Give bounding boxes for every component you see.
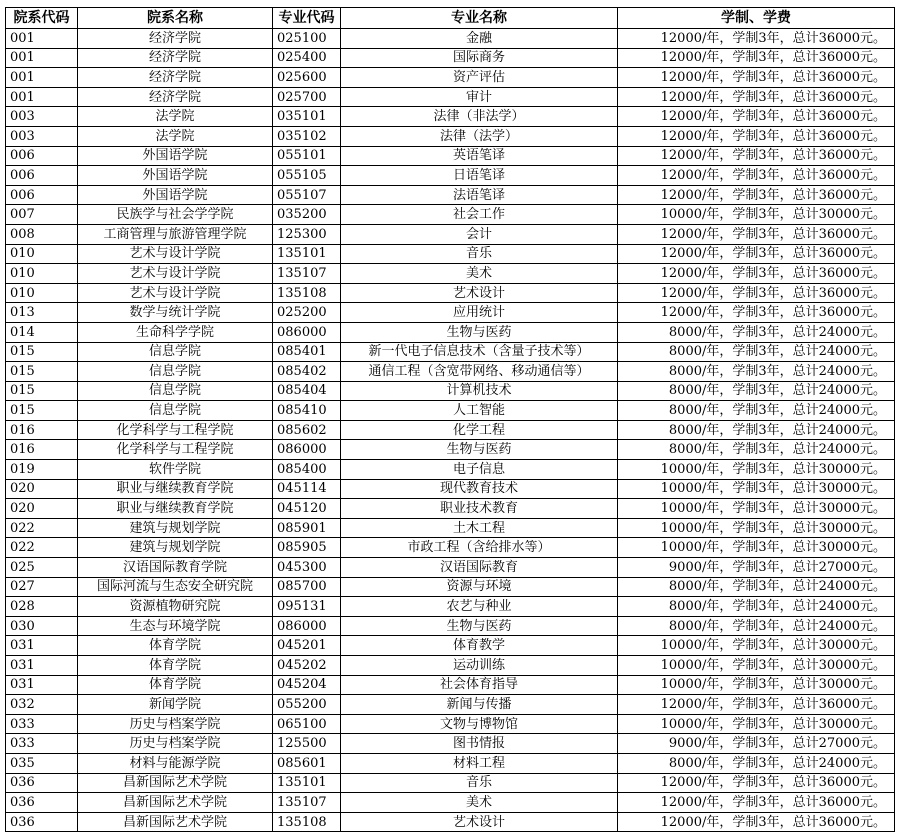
cell-major-name: 材料工程: [341, 753, 618, 773]
table-row: [6, 656, 895, 676]
cell-major-name: 生物与医药: [341, 440, 618, 460]
cell-major-code: 025100: [273, 29, 341, 49]
cell-major-name: 电子信息: [341, 460, 618, 480]
cell-major-name: 审计: [341, 87, 618, 107]
table-row: [6, 479, 895, 499]
table-row: [6, 714, 895, 734]
cell-major-name: 艺术设计: [341, 283, 618, 303]
cell-duration-fee: 12000/年，学制3年，总计36000元。: [618, 303, 895, 323]
cell-dept-code: 033: [6, 734, 78, 754]
cell-dept-name: 信息学院: [78, 342, 273, 362]
table-header: [6, 8, 895, 29]
cell-major-code: 135101: [273, 244, 341, 264]
cell-duration-fee: 8000/年，学制3年，总计24000元。: [618, 616, 895, 636]
cell-major-name: 国际商务: [341, 48, 618, 68]
cell-duration-fee: 12000/年，学制3年，总计36000元。: [618, 185, 895, 205]
cell-dept-code: 036: [6, 773, 78, 793]
cell-major-name: 资产评估: [341, 68, 618, 88]
cell-dept-name: 外国语学院: [78, 166, 273, 186]
cell-major-name: 会计: [341, 224, 618, 244]
cell-dept-name: 历史与档案学院: [78, 714, 273, 734]
table-row: [6, 695, 895, 715]
table-row: [6, 303, 895, 323]
cell-duration-fee: 10000/年，学制3年，总计30000元。: [618, 656, 895, 676]
cell-major-code: 025600: [273, 68, 341, 88]
cell-duration-fee: 10000/年，学制3年，总计30000元。: [618, 479, 895, 499]
fee-table-container: [5, 7, 894, 832]
cell-dept-name: 建筑与规划学院: [78, 518, 273, 538]
table-row: [6, 558, 895, 578]
cell-dept-name: 信息学院: [78, 401, 273, 421]
cell-major-name: 法律（非法学）: [341, 107, 618, 127]
cell-dept-code: 015: [6, 342, 78, 362]
cell-major-name: 应用统计: [341, 303, 618, 323]
cell-duration-fee: 9000/年，学制3年，总计27000元。: [618, 558, 895, 578]
cell-dept-name: 数学与统计学院: [78, 303, 273, 323]
cell-major-name: 社会工作: [341, 205, 618, 225]
table-row: [6, 675, 895, 695]
table-row: [6, 185, 895, 205]
cell-duration-fee: 8000/年，学制3年，总计24000元。: [618, 401, 895, 421]
cell-dept-code: 006: [6, 166, 78, 186]
table-row: [6, 499, 895, 519]
cell-major-name: 图书情报: [341, 734, 618, 754]
cell-major-code: 086000: [273, 616, 341, 636]
cell-duration-fee: 12000/年，学制3年，总计36000元。: [618, 29, 895, 49]
cell-dept-code: 015: [6, 362, 78, 382]
cell-dept-code: 007: [6, 205, 78, 225]
cell-dept-code: 031: [6, 636, 78, 656]
cell-dept-code: 027: [6, 577, 78, 597]
cell-duration-fee: 10000/年，学制3年，总计30000元。: [618, 714, 895, 734]
cell-dept-code: 016: [6, 420, 78, 440]
table-row: [6, 205, 895, 225]
table-row: [6, 773, 895, 793]
cell-dept-code: 025: [6, 558, 78, 578]
cell-dept-name: 材料与能源学院: [78, 753, 273, 773]
cell-major-name: 资源与环境: [341, 577, 618, 597]
cell-major-code: 055101: [273, 146, 341, 166]
cell-dept-name: 经济学院: [78, 48, 273, 68]
cell-dept-name: 建筑与规划学院: [78, 538, 273, 558]
cell-major-name: 体育教学: [341, 636, 618, 656]
cell-major-code: 085905: [273, 538, 341, 558]
table-row: [6, 68, 895, 88]
cell-dept-name: 体育学院: [78, 675, 273, 695]
cell-major-name: 土木工程: [341, 518, 618, 538]
cell-major-name: 新闻与传播: [341, 695, 618, 715]
cell-major-code: 135107: [273, 264, 341, 284]
cell-major-code: 135101: [273, 773, 341, 793]
cell-major-code: 025700: [273, 87, 341, 107]
cell-duration-fee: 8000/年，学制3年，总计24000元。: [618, 597, 895, 617]
cell-dept-name: 生态与环境学院: [78, 616, 273, 636]
cell-dept-name: 新闻学院: [78, 695, 273, 715]
header-major-name: 专业名称: [341, 8, 618, 29]
cell-dept-name: 艺术与设计学院: [78, 264, 273, 284]
cell-major-code: 125500: [273, 734, 341, 754]
cell-major-code: 085901: [273, 518, 341, 538]
cell-major-name: 农艺与种业: [341, 597, 618, 617]
table-row: [6, 753, 895, 773]
cell-major-code: 055107: [273, 185, 341, 205]
table-row: [6, 342, 895, 362]
table-row: [6, 734, 895, 754]
cell-dept-code: 016: [6, 440, 78, 460]
cell-duration-fee: 12000/年，学制3年，总计36000元。: [618, 87, 895, 107]
cell-major-code: 085602: [273, 420, 341, 440]
cell-duration-fee: 8000/年，学制3年，总计24000元。: [618, 577, 895, 597]
cell-major-code: 125300: [273, 224, 341, 244]
cell-duration-fee: 8000/年，学制3年，总计24000元。: [618, 381, 895, 401]
cell-dept-name: 职业与继续教育学院: [78, 479, 273, 499]
table-row: [6, 812, 895, 832]
table-row: [6, 166, 895, 186]
tuition-fee-table: [5, 7, 895, 832]
cell-duration-fee: 12000/年，学制3年，总计36000元。: [618, 773, 895, 793]
cell-major-code: 035200: [273, 205, 341, 225]
cell-dept-name: 信息学院: [78, 362, 273, 382]
cell-dept-code: 003: [6, 107, 78, 127]
cell-dept-name: 信息学院: [78, 381, 273, 401]
cell-major-code: 065100: [273, 714, 341, 734]
cell-major-name: 通信工程（含宽带网络、移动通信等）: [341, 362, 618, 382]
cell-dept-code: 022: [6, 538, 78, 558]
cell-dept-name: 法学院: [78, 126, 273, 146]
cell-dept-name: 昌新国际艺术学院: [78, 793, 273, 813]
table-row: [6, 616, 895, 636]
cell-dept-code: 010: [6, 283, 78, 303]
cell-dept-code: 001: [6, 87, 78, 107]
cell-major-code: 086000: [273, 440, 341, 460]
cell-major-name: 市政工程（含给排水等）: [341, 538, 618, 558]
table-row: [6, 29, 895, 49]
table-row: [6, 322, 895, 342]
table-row: [6, 87, 895, 107]
cell-dept-name: 历史与档案学院: [78, 734, 273, 754]
cell-duration-fee: 10000/年，学制3年，总计30000元。: [618, 518, 895, 538]
cell-major-code: 045201: [273, 636, 341, 656]
cell-duration-fee: 9000/年，学制3年，总计27000元。: [618, 734, 895, 754]
cell-major-code: 135108: [273, 283, 341, 303]
cell-dept-name: 艺术与设计学院: [78, 283, 273, 303]
cell-dept-name: 民族学与社会学学院: [78, 205, 273, 225]
cell-duration-fee: 12000/年，学制3年，总计36000元。: [618, 244, 895, 264]
cell-duration-fee: 8000/年，学制3年，总计24000元。: [618, 322, 895, 342]
cell-dept-name: 艺术与设计学院: [78, 244, 273, 264]
cell-major-code: 086000: [273, 322, 341, 342]
cell-major-code: 085400: [273, 460, 341, 480]
cell-dept-code: 001: [6, 68, 78, 88]
header-dept-code: 院系代码: [6, 8, 78, 29]
header-major-code: 专业代码: [273, 8, 341, 29]
cell-duration-fee: 8000/年，学制3年，总计24000元。: [618, 362, 895, 382]
cell-dept-name: 资源植物研究院: [78, 597, 273, 617]
cell-dept-name: 昌新国际艺术学院: [78, 773, 273, 793]
cell-dept-code: 006: [6, 146, 78, 166]
cell-major-code: 055105: [273, 166, 341, 186]
cell-major-name: 生物与医药: [341, 322, 618, 342]
table-row: [6, 597, 895, 617]
cell-major-name: 美术: [341, 793, 618, 813]
cell-duration-fee: 10000/年，学制3年，总计30000元。: [618, 675, 895, 695]
cell-duration-fee: 12000/年，学制3年，总计36000元。: [618, 283, 895, 303]
cell-major-code: 095131: [273, 597, 341, 617]
cell-duration-fee: 12000/年，学制3年，总计36000元。: [618, 146, 895, 166]
header-row: [6, 8, 895, 29]
cell-dept-name: 工商管理与旅游管理学院: [78, 224, 273, 244]
cell-dept-name: 昌新国际艺术学院: [78, 812, 273, 832]
cell-duration-fee: 12000/年，学制3年，总计36000元。: [618, 126, 895, 146]
cell-major-name: 汉语国际教育: [341, 558, 618, 578]
cell-duration-fee: 8000/年，学制3年，总计24000元。: [618, 753, 895, 773]
cell-major-name: 金融: [341, 29, 618, 49]
cell-major-code: 045202: [273, 656, 341, 676]
cell-dept-code: 020: [6, 499, 78, 519]
cell-major-code: 045120: [273, 499, 341, 519]
table-row: [6, 107, 895, 127]
cell-major-code: 025200: [273, 303, 341, 323]
cell-major-name: 美术: [341, 264, 618, 284]
table-row: [6, 420, 895, 440]
cell-major-code: 135108: [273, 812, 341, 832]
cell-dept-name: 职业与继续教育学院: [78, 499, 273, 519]
cell-dept-code: 020: [6, 479, 78, 499]
cell-major-name: 英语笔译: [341, 146, 618, 166]
cell-major-code: 085401: [273, 342, 341, 362]
cell-duration-fee: 10000/年，学制3年，总计30000元。: [618, 538, 895, 558]
table-row: [6, 126, 895, 146]
cell-dept-name: 法学院: [78, 107, 273, 127]
cell-dept-code: 036: [6, 812, 78, 832]
cell-duration-fee: 12000/年，学制3年，总计36000元。: [618, 264, 895, 284]
cell-dept-name: 经济学院: [78, 68, 273, 88]
cell-major-code: 085402: [273, 362, 341, 382]
cell-dept-code: 031: [6, 656, 78, 676]
cell-dept-code: 036: [6, 793, 78, 813]
cell-dept-code: 015: [6, 401, 78, 421]
cell-dept-name: 体育学院: [78, 636, 273, 656]
cell-major-name: 生物与医药: [341, 616, 618, 636]
cell-dept-code: 001: [6, 29, 78, 49]
cell-major-name: 艺术设计: [341, 812, 618, 832]
cell-dept-code: 033: [6, 714, 78, 734]
cell-major-name: 职业技术教育: [341, 499, 618, 519]
cell-major-code: 085700: [273, 577, 341, 597]
cell-duration-fee: 12000/年，学制3年，总计36000元。: [618, 224, 895, 244]
table-row: [6, 146, 895, 166]
cell-duration-fee: 10000/年，学制3年，总计30000元。: [618, 460, 895, 480]
cell-dept-name: 软件学院: [78, 460, 273, 480]
cell-major-name: 法律（法学）: [341, 126, 618, 146]
table-row: [6, 793, 895, 813]
cell-dept-code: 014: [6, 322, 78, 342]
cell-dept-code: 032: [6, 695, 78, 715]
cell-dept-name: 化学科学与工程学院: [78, 420, 273, 440]
cell-major-code: 085404: [273, 381, 341, 401]
cell-dept-name: 外国语学院: [78, 185, 273, 205]
cell-dept-code: 013: [6, 303, 78, 323]
cell-major-code: 055200: [273, 695, 341, 715]
cell-dept-code: 010: [6, 244, 78, 264]
cell-dept-name: 体育学院: [78, 656, 273, 676]
cell-major-code: 035101: [273, 107, 341, 127]
cell-major-code: 045114: [273, 479, 341, 499]
cell-major-code: 085410: [273, 401, 341, 421]
cell-major-name: 社会体育指导: [341, 675, 618, 695]
cell-duration-fee: 12000/年，学制3年，总计36000元。: [618, 48, 895, 68]
cell-duration-fee: 12000/年，学制3年，总计36000元。: [618, 166, 895, 186]
cell-duration-fee: 10000/年，学制3年，总计30000元。: [618, 499, 895, 519]
cell-duration-fee: 12000/年，学制3年，总计36000元。: [618, 695, 895, 715]
cell-duration-fee: 8000/年，学制3年，总计24000元。: [618, 342, 895, 362]
cell-major-code: 025400: [273, 48, 341, 68]
cell-duration-fee: 10000/年，学制3年，总计30000元。: [618, 205, 895, 225]
table-row: [6, 538, 895, 558]
cell-dept-code: 028: [6, 597, 78, 617]
cell-major-code: 035102: [273, 126, 341, 146]
cell-dept-name: 外国语学院: [78, 146, 273, 166]
cell-duration-fee: 12000/年，学制3年，总计36000元。: [618, 812, 895, 832]
cell-dept-code: 031: [6, 675, 78, 695]
table-row: [6, 48, 895, 68]
cell-duration-fee: 12000/年，学制3年，总计36000元。: [618, 107, 895, 127]
cell-major-code: 085601: [273, 753, 341, 773]
cell-major-name: 新一代电子信息技术（含量子技术等）: [341, 342, 618, 362]
cell-dept-code: 001: [6, 48, 78, 68]
cell-duration-fee: 8000/年，学制3年，总计24000元。: [618, 420, 895, 440]
table-row: [6, 381, 895, 401]
cell-dept-code: 006: [6, 185, 78, 205]
cell-dept-code: 022: [6, 518, 78, 538]
cell-dept-name: 生命科学学院: [78, 322, 273, 342]
cell-dept-code: 003: [6, 126, 78, 146]
cell-duration-fee: 8000/年，学制3年，总计24000元。: [618, 440, 895, 460]
cell-dept-name: 经济学院: [78, 87, 273, 107]
cell-dept-name: 国际河流与生态安全研究院: [78, 577, 273, 597]
table-row: [6, 440, 895, 460]
cell-dept-name: 经济学院: [78, 29, 273, 49]
cell-dept-code: 015: [6, 381, 78, 401]
table-row: [6, 636, 895, 656]
table-row: [6, 362, 895, 382]
cell-dept-code: 008: [6, 224, 78, 244]
cell-dept-name: 化学科学与工程学院: [78, 440, 273, 460]
table-body: [6, 29, 895, 832]
cell-dept-name: 汉语国际教育学院: [78, 558, 273, 578]
cell-major-code: 045204: [273, 675, 341, 695]
cell-dept-code: 010: [6, 264, 78, 284]
cell-duration-fee: 10000/年，学制3年，总计30000元。: [618, 636, 895, 656]
cell-major-name: 音乐: [341, 773, 618, 793]
cell-major-name: 化学工程: [341, 420, 618, 440]
table-row: [6, 264, 895, 284]
cell-duration-fee: 12000/年，学制3年，总计36000元。: [618, 68, 895, 88]
table-row: [6, 518, 895, 538]
cell-major-code: 135107: [273, 793, 341, 813]
cell-dept-code: 030: [6, 616, 78, 636]
cell-major-code: 045300: [273, 558, 341, 578]
header-duration-fee: 学制、学费: [618, 8, 895, 29]
cell-duration-fee: 12000/年，学制3年，总计36000元。: [618, 793, 895, 813]
cell-major-name: 运动训练: [341, 656, 618, 676]
table-row: [6, 283, 895, 303]
cell-major-name: 人工智能: [341, 401, 618, 421]
cell-dept-code: 019: [6, 460, 78, 480]
table-row: [6, 224, 895, 244]
cell-major-name: 日语笔译: [341, 166, 618, 186]
cell-major-name: 文物与博物馆: [341, 714, 618, 734]
cell-major-name: 法语笔译: [341, 185, 618, 205]
cell-major-name: 音乐: [341, 244, 618, 264]
table-row: [6, 401, 895, 421]
cell-dept-code: 035: [6, 753, 78, 773]
table-row: [6, 577, 895, 597]
table-row: [6, 244, 895, 264]
header-dept-name: 院系名称: [78, 8, 273, 29]
cell-major-name: 现代教育技术: [341, 479, 618, 499]
cell-major-name: 计算机技术: [341, 381, 618, 401]
table-row: [6, 460, 895, 480]
